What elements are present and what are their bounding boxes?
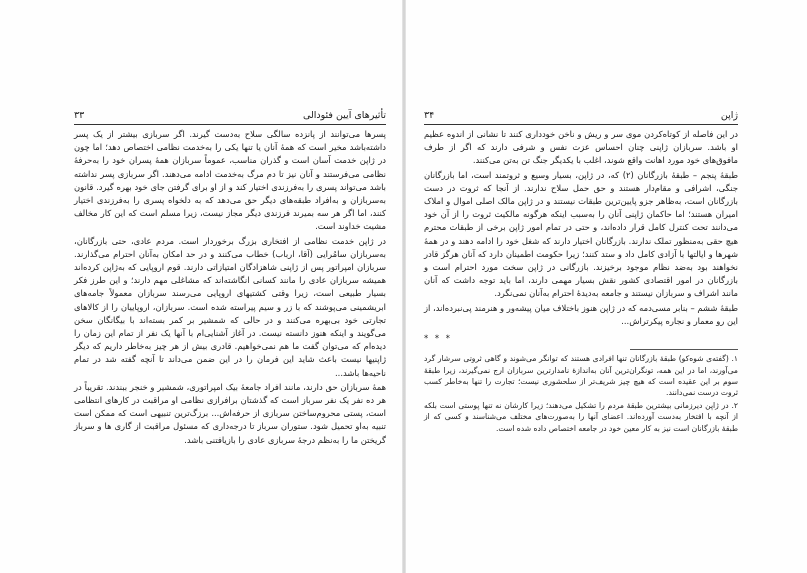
left-page-number: ۳۳ xyxy=(74,110,85,121)
right-paragraph: طبقهٔ پنجم – طبقهٔ بازرگانان (۲) که، در ژاپن، بسیار وسیع و ثروتمند است، اما بازرگانان جنگی، اشرافی و مقام‌دار هستند و حق حمل سلاح ندارند. از آنجا که ثروت در دست بازرگانان است، به‌ظاهر جزو پایین‌ترین طبقات نیستند و در ژاپن مالک اصلی اموال و املاک امیران هستند؛ اما حاکمان ژاپنی آنان را به‌سبب اینکه هرگونه مالکیت ثروت را از آن خود می‌دانند تحت کنترل کامل قرار داده‌اند، و حتی در تمام امور ژاپن برخی از طبقات محترم هیچ حقی به‌منظور تملک ندارند. بازرگانان اختیار دارند که شغل خود را ادامه دهند و در همهٔ شهرها و ایالتها با آزادی کامل داد و ستد کنند؛ زیرا حکومت اطمینان دارد که آنان هرگز قادر نخواهند بود به‌ضد نظام موجود برخیزند. بازرگانی در ژاپن سخت مورد احترام است و بازرگانان در امور اقتصادی کشور نقش بسیار مهمی دارند، اما باید توجه داشت که آنان مانند اشراف و سربازان نیستند و جامعه به‌دیدهٔ احترام به‌آنان نمی‌نگرد. xyxy=(424,169,738,299)
left-page xyxy=(0,0,402,573)
right-paragraph: طبقهٔ ششم – بنابر مسی‌دمه که در ژاپن هنوز باختلاف میان پیشه‌ور و هنرمند پی‌نبرده‌اند، از این رو معمار و نجاره پیکرتراش... xyxy=(424,302,738,326)
right-paragraph: در این فاصله از کوتاه‌کردن موی سر و ریش و ناخن خودداری کنند تا نشانی از اندوه عظیم او باشد. سربازان ژاپنی چنان احساس عزت نفس و شرفی دارند که اگر از طرف مافوق‌های خود مورد اهانت واقع شوند، اغلب با یکدیگر جنگ تن به‌تن می‌کنند. xyxy=(424,129,738,166)
left-paragraph: همهٔ سربازان حق دارند، مانند افراد جامعهٔ بیک امپراتوری، شمشیر و خنجر ببندند. تقریباً در هر ده نفر یک نفر سرباز است که گذشتان برافرازی نظامی او مراقبت در کارهای انتظامی است، پستی محروم‌ساختن سربازی از حرفه‌اش... برزگ‌ترین تنبیهی است که ممکن است تنبیه به‌او تحمیل شود. ستوران سرباز تا درجه‌داری که مسئول مراقبت از گاری ها و سرباز گریختن ما را به‌نظم درجهٔ سربازی عادی را بازیافتنی باشد. xyxy=(74,381,386,445)
footnote: ۱. (گفته‌ی شوه‌کو) طبقهٔ بازرگانان تنها افرادی هستند که توانگر می‌شوند و گاهی ثروتی سرشار گرد می‌آورند، اما در این همه، تونگران‌ترین آنان به‌اندازهٔ نامدارترین سربازان ارج نمی‌گیرند، زیرا طبقهٔ سوم بر این عقیده است که هیچ چیز شریف‌تر از سلحشوری نیست؛ تجارت را تنها به‌خاطر کسب ثروت درست نمی‌دانند. xyxy=(424,354,738,398)
left-paragraph: پسرها می‌توانند از پانزده سالگی سلاح به‌دست گیرند. اگر سربازی بیشتر از یک پسر داشته‌باشد مخیر است که همهٔ آنان یا تنها یکی را به‌خدمت نظامی اختصاص دهد؛ اما چون در ژاپن خدمت آسان است و گذران مناسب، عموماً سربازان همهٔ پسران خود را به‌حرفهٔ نظامی می‌فرستند و آنان نیز تا دم مرگ به‌خدمت ادامه می‌دهند. اگر سربازی پسر نداشته باشد می‌تواند پسری را به‌فرزندی اختیار کند و از او برای گرفتن جای خود بهره گیرد. قانون به‌سربازان و به‌افراد طبقه‌های دیگر حق می‌دهد که به‌ دلخواه پسری را به‌فرزندی اختیار کنند، اما اگر هر سه بمیرند فرزندی دیگر مجاز نیست، زیرا مسلم است که این کار مخالف مشیت خداوند است. xyxy=(74,129,386,232)
right-page-header xyxy=(424,110,738,122)
right-running-title: ژاپن xyxy=(720,110,738,121)
footnote-rule xyxy=(630,349,738,350)
right-page xyxy=(406,0,807,573)
left-header-rule xyxy=(74,124,386,125)
right-page-body xyxy=(424,128,738,434)
footnote: ۲. در ژاپن دیرزمانی بیشترین طبقهٔ مردم را تشکیل می‌دهند؛ زیرا کارشان نه تنها پوستی است بلکه از آنچه با افتخار به‌دست آورده‌اند. اعضای آنها را به‌صورت‌های مختلف می‌شناسند و کسی که از طبقهٔ بازرگانان است نیز به‌ کار معین خود در جامعه اختصاص داده شده است. xyxy=(424,400,738,433)
right-page-number: ۳۴ xyxy=(424,110,435,121)
left-running-title: تأثیرهای آیین فئودالی xyxy=(302,110,386,121)
left-page-body xyxy=(74,128,386,447)
left-page-header xyxy=(74,110,386,122)
right-header-rule xyxy=(424,124,738,125)
left-paragraph: در ژاپن خدمت نظامی از افتخاری بزرگ برخوردار است. مردم عادی، حتی بازرگانان، به‌سربازان سامُرایی (آقا، ارباب) خطاب می‌کنند و در حد امکان به‌آنان احترام می‌گذارند. سربازان امپراتور پس از ژاپنی شاهزادگان امتیازاتی دارند. قوم اروپایی که به‌ژاپن کرده‌اند همیشه سربازان عادی را مانند کسانی انگاشته‌اند که مشاغلی مهم دارند؛ و این طرز فکر بسیار طبیعی است، زیرا وقتی کشتیهای اروپایی می‌رسند سربازان معمولاً جامه‌های ابریشمینی می‌پوشند که با زر و سیم پیراسته‌ شده است. سربازان، اروپاییان را از کالاهای تجارتی خود بی‌بهره می‌کنند و در حالی که شمشیر بر کمر بسته‌اند با بیگانگان سخن می‌گویند و اینکه هنوز دانسته نیست. در آغاز آشنایی‌ام با آنها یک نفر از تمام این زمان را دیده‌ام که می‌توان گفت ما هم نمی‌خواهیم. قادری بیش از هر چیز به‌خاطر داریم که دیگر ژاپنیها نیست باعث شاید این فرمان را در این ضمن می‌داند تا آنچه گفته شد در تمام ناحیه‌ها باشد... xyxy=(74,235,386,378)
section-divider-stars: * * * xyxy=(424,333,452,344)
